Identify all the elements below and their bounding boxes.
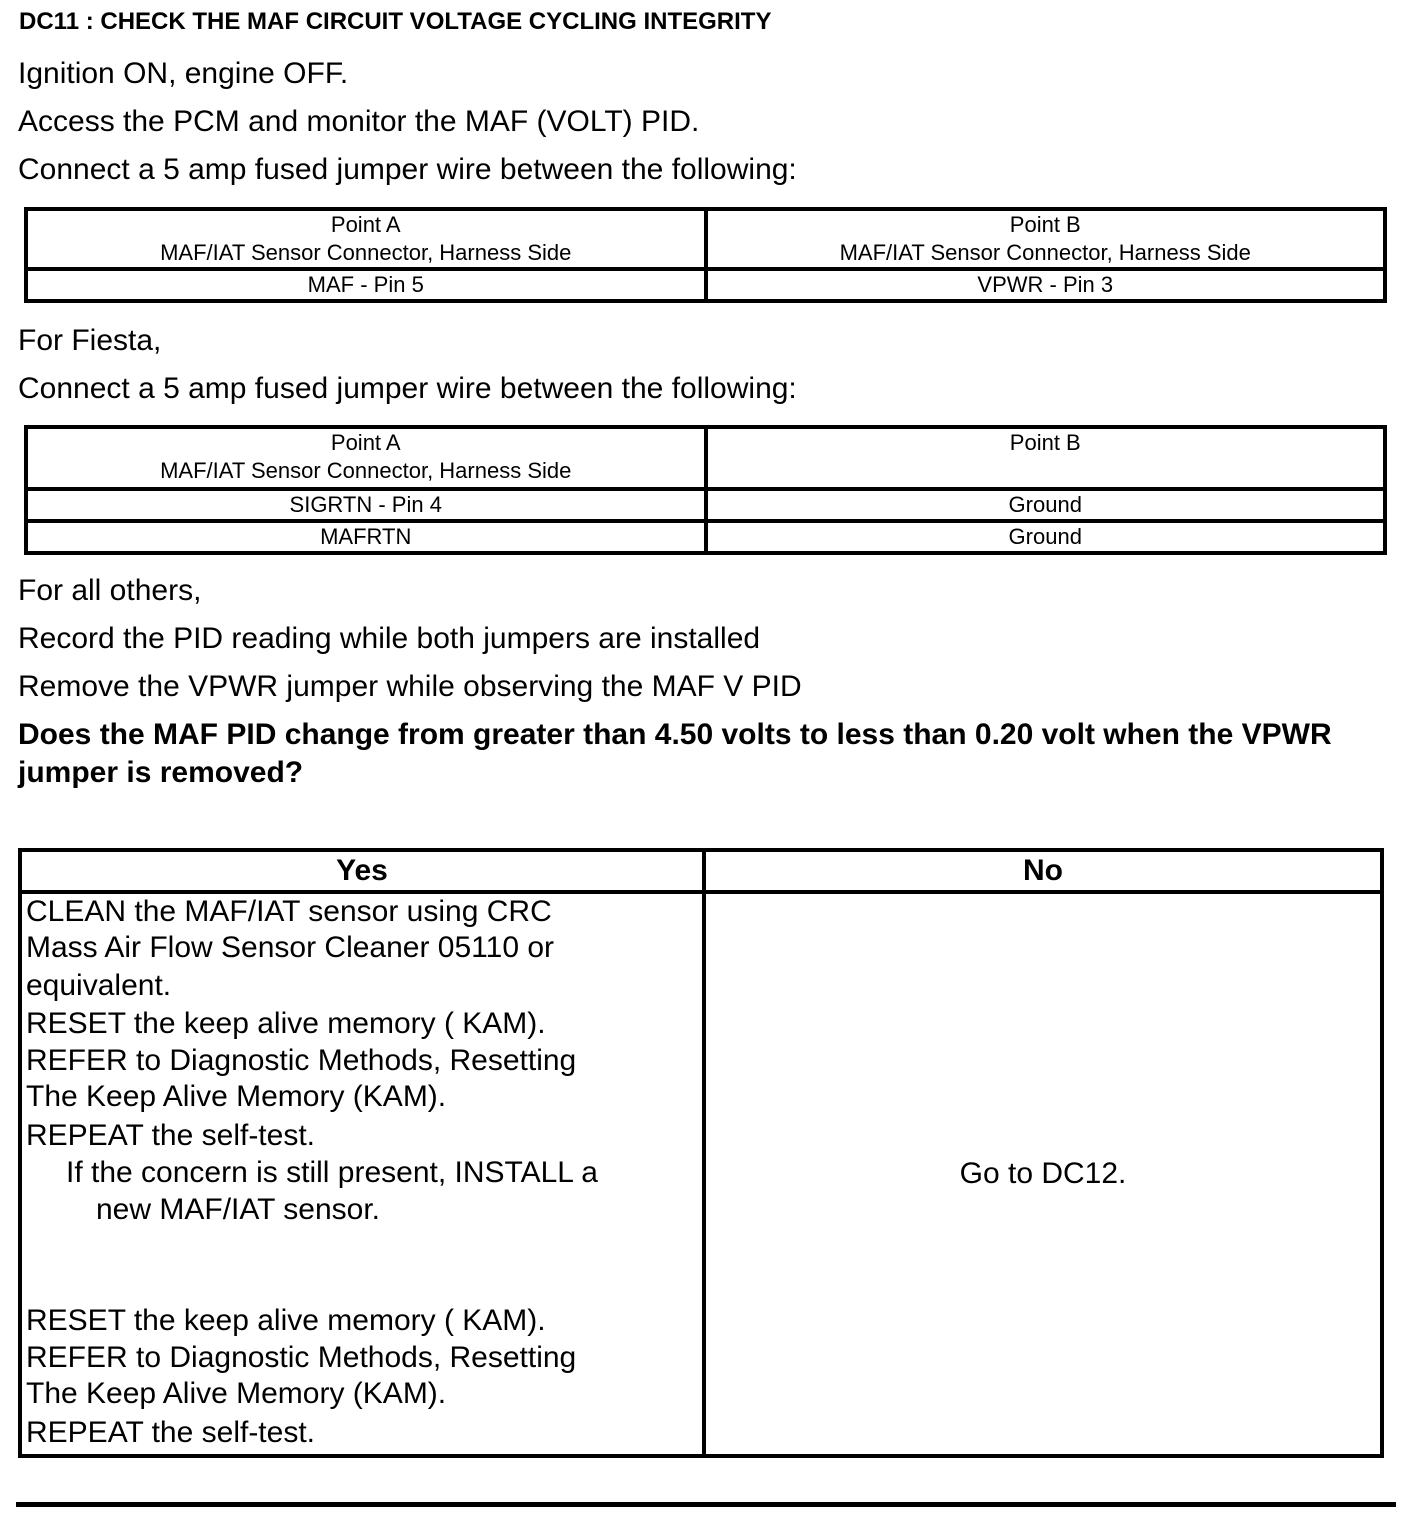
step-connect-jumper-fiesta: Connect a 5 amp fused jumper wire between the following: [18, 372, 797, 405]
yes-line: REFER to Diagnostic Methods, Resetting [26, 1341, 577, 1374]
no-action-cell [704, 892, 1382, 1456]
no-header: No [704, 850, 1382, 892]
table1-row1-a: MAF - Pin 5 [26, 269, 706, 301]
step-for-fiesta: For Fiesta, [18, 324, 162, 357]
step-remove-vpwr: Remove the VPWR jumper while observing the MAF V PID [18, 670, 802, 703]
table1-point-a-header [26, 209, 706, 269]
yes-line: equivalent. [26, 969, 172, 1002]
table1-point-b-sub: MAF/IAT Sensor Connector, Harness Side [839, 240, 1251, 265]
step-record-pid: Record the PID reading while both jumpers are installed [18, 622, 761, 655]
table2-row1-b: Ground [706, 489, 1386, 521]
step-access-pcm: Access the PCM and monitor the MAF (VOLT) PID. [18, 105, 700, 138]
table2-row2-b: Ground [706, 521, 1386, 553]
table2-point-a-sub: MAF/IAT Sensor Connector, Harness Side [160, 458, 572, 483]
table1-point-a-sub: MAF/IAT Sensor Connector, Harness Side [160, 240, 572, 265]
yes-line: REPEAT the self-test. [26, 1416, 315, 1449]
yes-line: CLEAN the MAF/IAT sensor using CRC [26, 895, 552, 928]
table1-row1-b: VPWR - Pin 3 [706, 269, 1386, 301]
result-table [18, 848, 1384, 1458]
test-question: Does the MAF PID change from greater than 4.50 volts to less than 0.20 volt when the VPWR jumper is removed? [18, 718, 1332, 789]
table2-row1-a: SIGRTN - Pin 4 [26, 489, 706, 521]
page-title: DC11 : CHECK THE MAF CIRCUIT VOLTAGE CYCLING INTEGRITY [19, 8, 772, 35]
step-ignition: Ignition ON, engine OFF. [18, 57, 349, 90]
bottom-divider [16, 1502, 1396, 1507]
step-for-all-others: For all others, [18, 574, 202, 607]
yes-line: RESET the keep alive memory ( KAM). [26, 1007, 546, 1040]
table2-row2-a: MAFRTN [26, 521, 706, 553]
yes-line: RESET the keep alive memory ( KAM). [26, 1304, 546, 1337]
jumper-table-2 [24, 425, 1387, 555]
step-connect-jumper: Connect a 5 amp fused jumper wire between the following: [18, 153, 797, 186]
no-action-text: Go to DC12. [959, 1157, 1127, 1190]
yes-line: The Keep Alive Memory (KAM). [26, 1377, 447, 1410]
table1-point-b-header [706, 209, 1386, 269]
yes-action-cell [20, 892, 704, 1456]
yes-header: Yes [20, 850, 704, 892]
yes-line: REFER to Diagnostic Methods, Resetting [26, 1044, 577, 1077]
table2-point-a-label: Point A [330, 430, 401, 455]
yes-line: REPEAT the self-test. [26, 1119, 315, 1152]
yes-line: The Keep Alive Memory (KAM). [26, 1080, 447, 1113]
yes-line: If the concern is still present, INSTALL a [66, 1156, 598, 1189]
yes-line: Mass Air Flow Sensor Cleaner 05110 or [26, 931, 555, 964]
table2-point-a-header [26, 427, 706, 489]
jumper-table-1 [24, 207, 1387, 303]
table1-point-b-label: Point B [1009, 212, 1081, 237]
table1-point-a-label: Point A [330, 212, 401, 237]
table2-point-b-label: Point B [1009, 430, 1081, 455]
table2-point-b-header [706, 427, 1386, 489]
yes-line: new MAF/IAT sensor. [96, 1193, 380, 1226]
